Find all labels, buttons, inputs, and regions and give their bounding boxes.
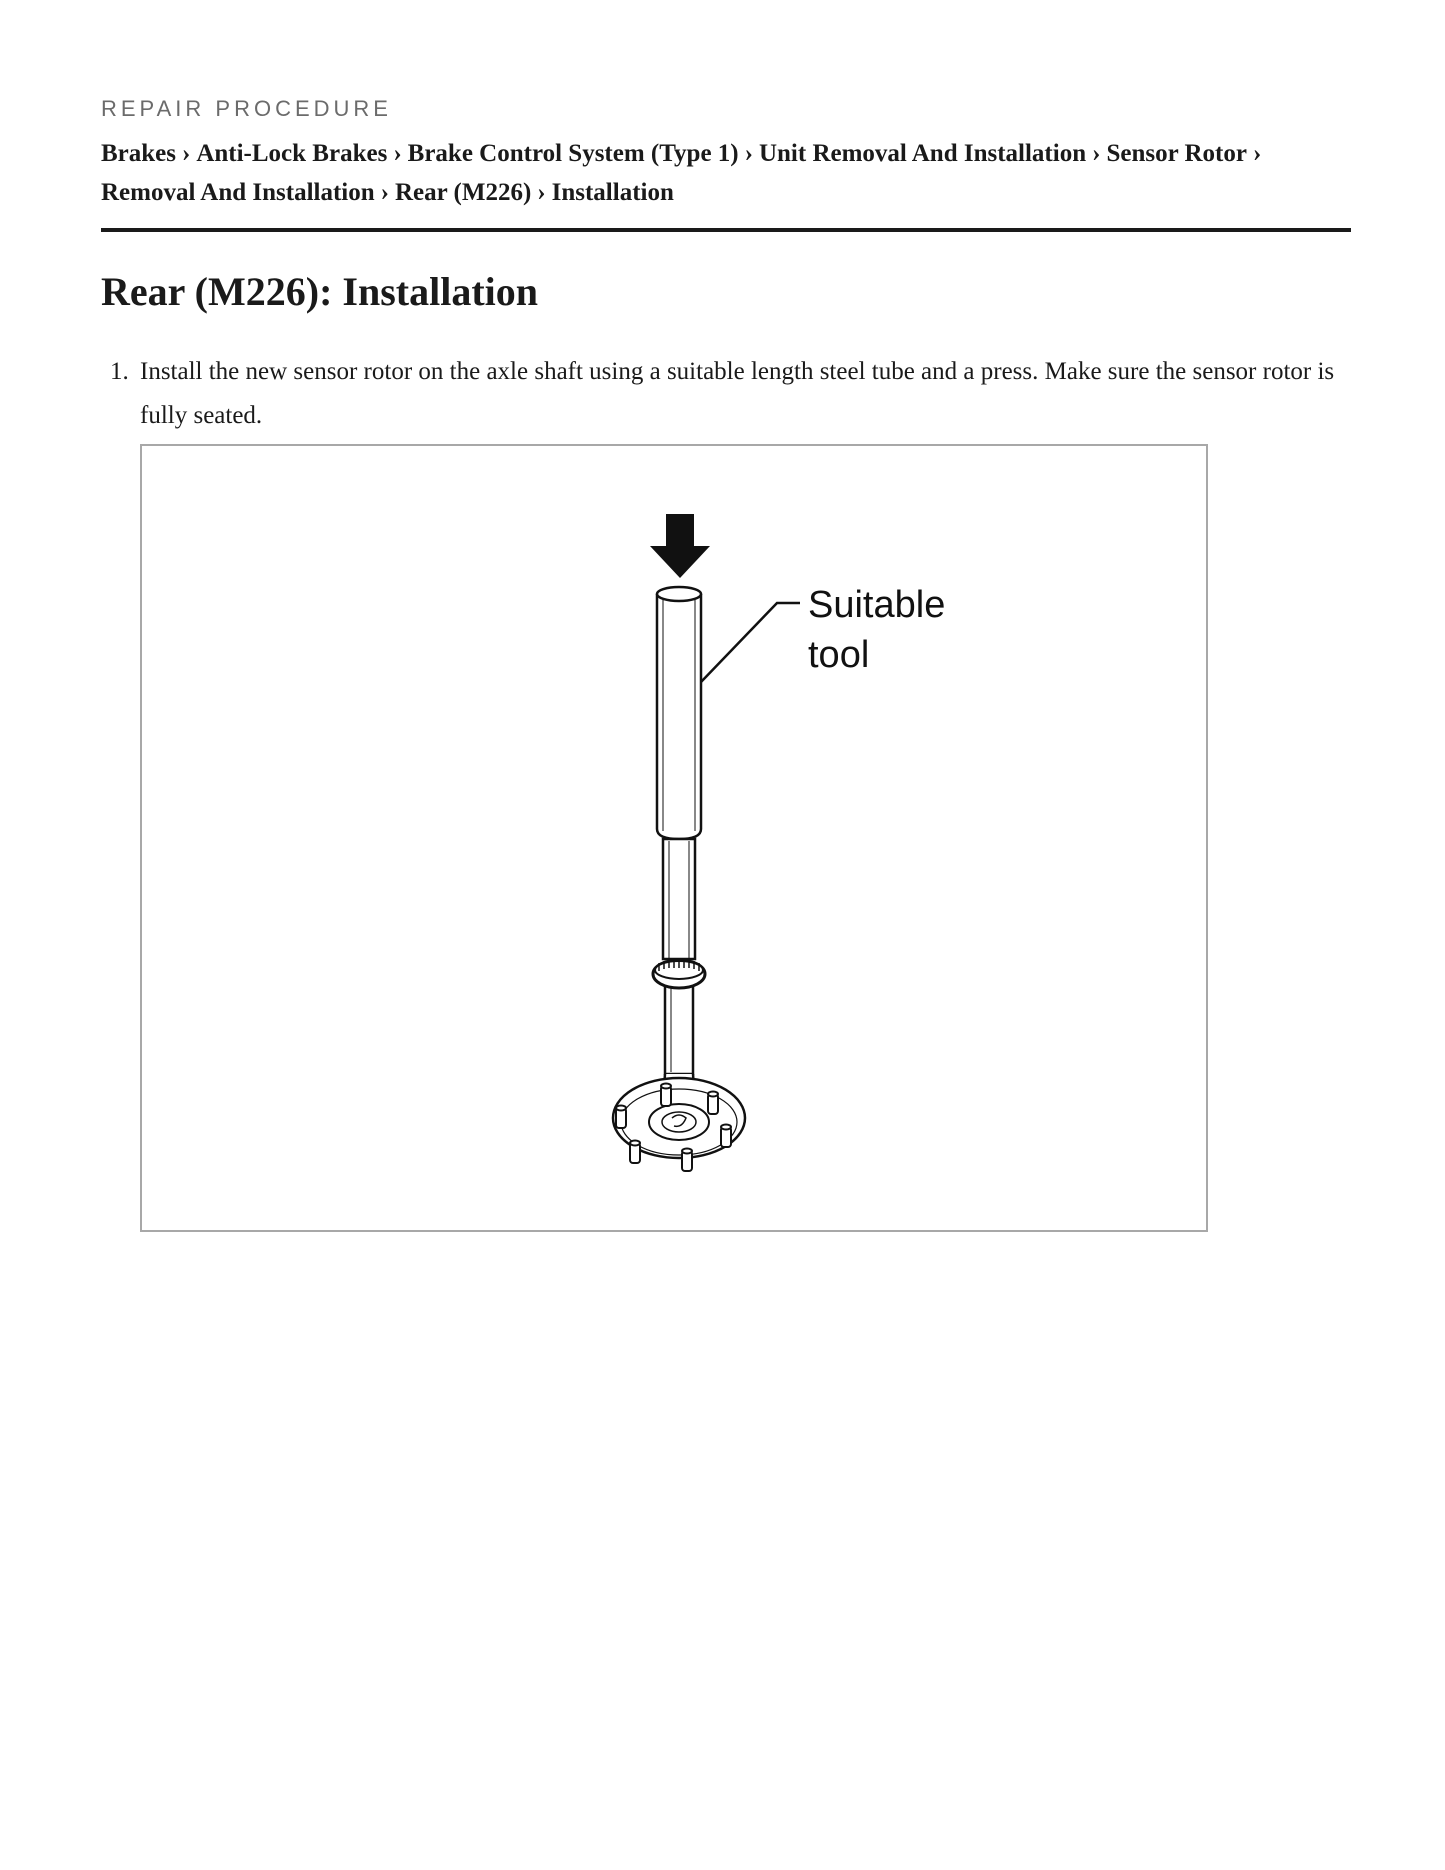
sensor-rotor-icon — [653, 960, 705, 988]
illustration-drawing — [142, 446, 1206, 1230]
header-divider — [101, 228, 1351, 232]
callout-line-1: Suitable — [808, 584, 946, 626]
callout-leader-icon — [701, 603, 800, 682]
breadcrumb-separator: › — [393, 140, 402, 167]
axle-shaft-icon — [663, 839, 695, 1074]
breadcrumb-item[interactable]: Unit Removal And Installation — [758, 140, 1087, 167]
breadcrumb-separator: › — [1252, 140, 1262, 167]
breadcrumb-item[interactable]: Anti-Lock Brakes — [196, 140, 388, 167]
breadcrumb-item[interactable]: Removal And Installation — [101, 179, 375, 206]
breadcrumb-item[interactable]: Brakes — [101, 140, 176, 167]
breadcrumb-separator: › — [1092, 140, 1101, 167]
step-illustration — [140, 444, 1208, 1232]
procedure-steps — [101, 350, 1351, 1232]
breadcrumb-separator: › — [182, 140, 191, 167]
steel-tube-icon — [657, 587, 701, 839]
breadcrumb-item[interactable]: Brake Control System (Type 1) — [407, 140, 739, 167]
axle-flange-icon — [613, 1074, 745, 1171]
breadcrumb-separator: › — [380, 179, 389, 206]
section-eyebrow: REPAIR PROCEDURE — [101, 96, 392, 121]
step-number: 1. — [110, 358, 129, 385]
breadcrumb-separator: › — [744, 140, 753, 167]
breadcrumb-separator: › — [537, 179, 546, 206]
step-text: Install the new sensor rotor on the axle shaft using a suitable length steel tube and a press. Make sure the sensor rotor is fully seated. — [140, 358, 1335, 429]
page-title: Rear (M226): Installation — [101, 269, 538, 314]
press-arrow-icon — [650, 514, 710, 578]
procedure-step — [101, 350, 1351, 1232]
callout-line-2: tool — [808, 634, 870, 676]
breadcrumb-item-current: Installation — [551, 179, 674, 206]
breadcrumb-item[interactable]: Rear (M226) — [395, 179, 532, 206]
suitable-tool-label — [808, 580, 945, 680]
breadcrumb — [101, 134, 1351, 212]
breadcrumb-item[interactable]: Sensor Rotor — [1106, 140, 1247, 167]
